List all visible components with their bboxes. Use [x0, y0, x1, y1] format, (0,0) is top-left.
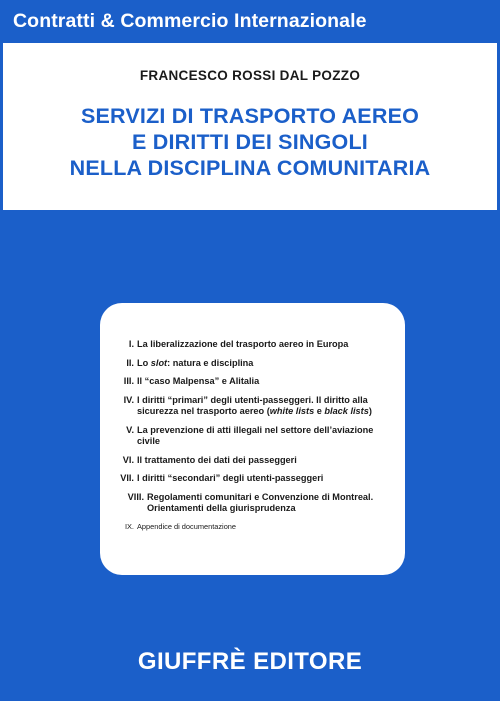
toc-text: Il “caso Malpensa” e Alitalia	[137, 376, 260, 386]
toc-item	[120, 522, 393, 531]
toc-number: III.	[123, 376, 134, 386]
toc-text: La liberalizzazione del trasporto aereo in Europa	[137, 339, 349, 349]
toc-number: V.	[126, 424, 134, 435]
toc-text: Regolamenti comunitari e Convenzione di Montreal. Orientamenti della giurisprudenza	[147, 491, 374, 513]
book-title-line: NELLA DISCIPLINA COMUNITARIA	[69, 156, 431, 180]
toc-item	[120, 358, 393, 370]
toc-text: I diritti “secondari” degli utenti-passeggeri	[137, 473, 324, 483]
toc-number: II.	[126, 357, 134, 368]
toc-item	[120, 455, 393, 467]
toc-text: Appendice di documentazione	[137, 521, 237, 531]
toc-item	[120, 425, 393, 448]
toc-item	[120, 395, 393, 418]
toc-text: La prevenzione di atti illegali nel settore dell’aviazione civile	[137, 424, 374, 446]
toc-number: I.	[128, 339, 134, 349]
series-title: Contratti & Commercio Internazionale	[13, 10, 367, 32]
author-name: FRANCESCO ROSSI DAL POZZO	[139, 68, 361, 83]
table-of-contents-panel	[100, 303, 405, 575]
toc-text: I diritti “primari” degli utenti-passeggeri. Il diritto alla sicurezza nel trasporto aereo (white lists e black lists)	[137, 394, 372, 416]
toc-number: VI.	[122, 454, 134, 465]
toc-item	[120, 339, 393, 351]
toc-item	[120, 376, 393, 388]
book-title	[3, 103, 497, 181]
toc-item	[120, 473, 393, 485]
toc-text: Lo slot: natura e disciplina	[137, 357, 254, 368]
toc-number: IV.	[123, 394, 134, 405]
publisher-name: GIUFFRÈ EDITORE	[137, 648, 363, 675]
toc-number: VIII.	[127, 491, 144, 502]
table-of-contents	[120, 339, 393, 538]
toc-text: Il trattamento dei dati dei passeggeri	[137, 454, 297, 465]
series-banner	[3, 3, 497, 43]
toc-item	[120, 492, 393, 515]
toc-number: VII.	[120, 473, 134, 483]
toc-number: IX.	[124, 521, 134, 531]
book-title-line: E DIRITTI DEI SINGOLI	[132, 130, 368, 154]
book-title-line: SERVIZI DI TRASPORTO AEREO	[80, 104, 420, 128]
